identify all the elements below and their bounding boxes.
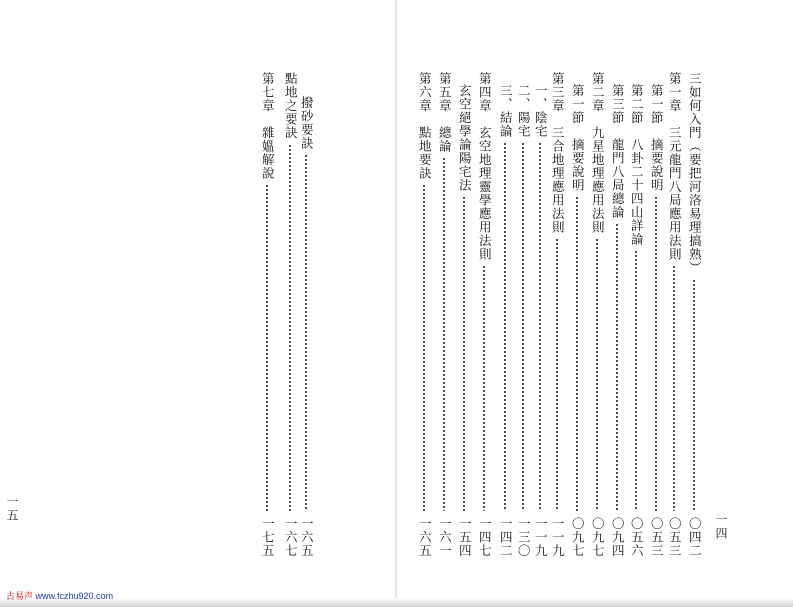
- leader-dots: [556, 238, 558, 511]
- toc-entry-title: 第五章 總論: [437, 72, 453, 153]
- toc-entry-title: 第二章 九星地理應用法則: [590, 72, 606, 234]
- toc-entry: [649, 72, 663, 557]
- toc-entry-page: 一四七: [477, 516, 493, 557]
- left-page: [0, 0, 396, 607]
- toc-entry-title: 玄空絕學論陽宅法: [457, 84, 473, 192]
- toc-entry-page: 一五四: [457, 516, 473, 557]
- watermark: [6, 589, 113, 602]
- leader-dots: [576, 196, 578, 511]
- toc-entry-title: 第一節 摘要說明: [649, 84, 665, 192]
- toc-entry-page: 一七五: [260, 516, 276, 557]
- right-page: [397, 0, 793, 607]
- leader-dots: [289, 144, 291, 511]
- toc-entry: [533, 72, 547, 557]
- leader-dots: [266, 184, 268, 511]
- toc-entry-title: 第七章 雜媼解說: [260, 72, 276, 180]
- leader-dots: [693, 279, 695, 511]
- toc-entry-page: 一六五: [417, 516, 433, 557]
- leader-dots: [539, 142, 541, 511]
- page-number: 一五: [5, 495, 19, 523]
- toc-entry-title: 點地之要訣: [283, 72, 299, 140]
- toc-entry-page: 〇九七: [570, 516, 586, 557]
- toc-entry: [437, 72, 451, 557]
- leader-dots: [483, 265, 485, 511]
- toc-entry-title: 第三節 龍門八局總論: [610, 84, 626, 219]
- toc-entry: [629, 72, 643, 557]
- leader-dots: [522, 142, 524, 511]
- toc-entry: [687, 72, 701, 557]
- toc-entry-title: 三如何入門（要把河洛易理搞熟）: [687, 72, 703, 275]
- toc-entry: [417, 72, 431, 557]
- leader-dots: [655, 196, 657, 511]
- page-number: 一四: [714, 513, 728, 541]
- toc-entry-page: 〇九七: [590, 516, 606, 557]
- toc-entry-title: 二、陽宅: [516, 84, 532, 138]
- leader-dots: [504, 142, 506, 511]
- toc-entry-title: 第三章 三合地理應用法則: [550, 72, 566, 234]
- toc-entry: [477, 72, 491, 557]
- scan-edge-shadow: [0, 598, 793, 607]
- toc-entry-page: 一六七: [283, 516, 299, 557]
- leader-dots: [673, 265, 675, 511]
- toc-entry-page: 一一九: [550, 516, 566, 557]
- toc-entry-page: 一三〇: [516, 516, 532, 557]
- toc-entry: [590, 72, 604, 557]
- toc-entry-page: 〇九四: [610, 516, 626, 557]
- leader-dots: [635, 250, 637, 511]
- toc-entry-title: 第一節 摘要說明: [570, 84, 586, 192]
- toc-entry-page: 〇五六: [629, 516, 645, 557]
- toc-entry: [570, 72, 584, 557]
- watermark-brand: 古易声: [6, 591, 34, 601]
- leader-dots: [443, 157, 445, 511]
- toc-entry: [260, 72, 274, 557]
- toc-entry: [667, 72, 681, 557]
- toc-entry-page: 一六一: [437, 516, 453, 557]
- toc-entry: [283, 72, 297, 557]
- toc-entry: [516, 72, 530, 557]
- toc-entry-title: 撥砂要訣: [299, 96, 315, 150]
- toc-entry: [299, 72, 313, 557]
- toc-entry-title: 一、陰宅: [533, 84, 549, 138]
- leader-dots: [305, 154, 307, 511]
- toc-entry-page: 一六五: [299, 516, 315, 557]
- toc-entry: [610, 72, 624, 557]
- toc-entry-page: 〇四二: [687, 516, 703, 557]
- toc-entry-page: 一四二: [498, 516, 514, 557]
- toc-entry-title: 三、結論: [498, 84, 514, 138]
- toc-entry-title: 第一章 三元龍門八局應用法則: [667, 72, 683, 261]
- toc-entry: [550, 72, 564, 557]
- toc-entry-page: 〇五三: [649, 516, 665, 557]
- leader-dots: [463, 196, 465, 511]
- leader-dots: [423, 184, 425, 511]
- leader-dots: [596, 238, 598, 511]
- toc-entry-page: 一一九: [533, 516, 549, 557]
- toc-entry-title: 第六章 點地要訣: [417, 72, 433, 180]
- watermark-url: www.fczhu920.com: [35, 591, 114, 601]
- toc-entry-title: 第二節 八卦二十四山詳論: [629, 84, 645, 246]
- toc-entry-page: 〇五三: [667, 516, 683, 557]
- toc-entry: [498, 72, 512, 557]
- toc-entry-title: 第四章 玄空地理靈學應用法則: [477, 72, 493, 261]
- leader-dots: [616, 223, 618, 511]
- toc-entry: [457, 72, 471, 557]
